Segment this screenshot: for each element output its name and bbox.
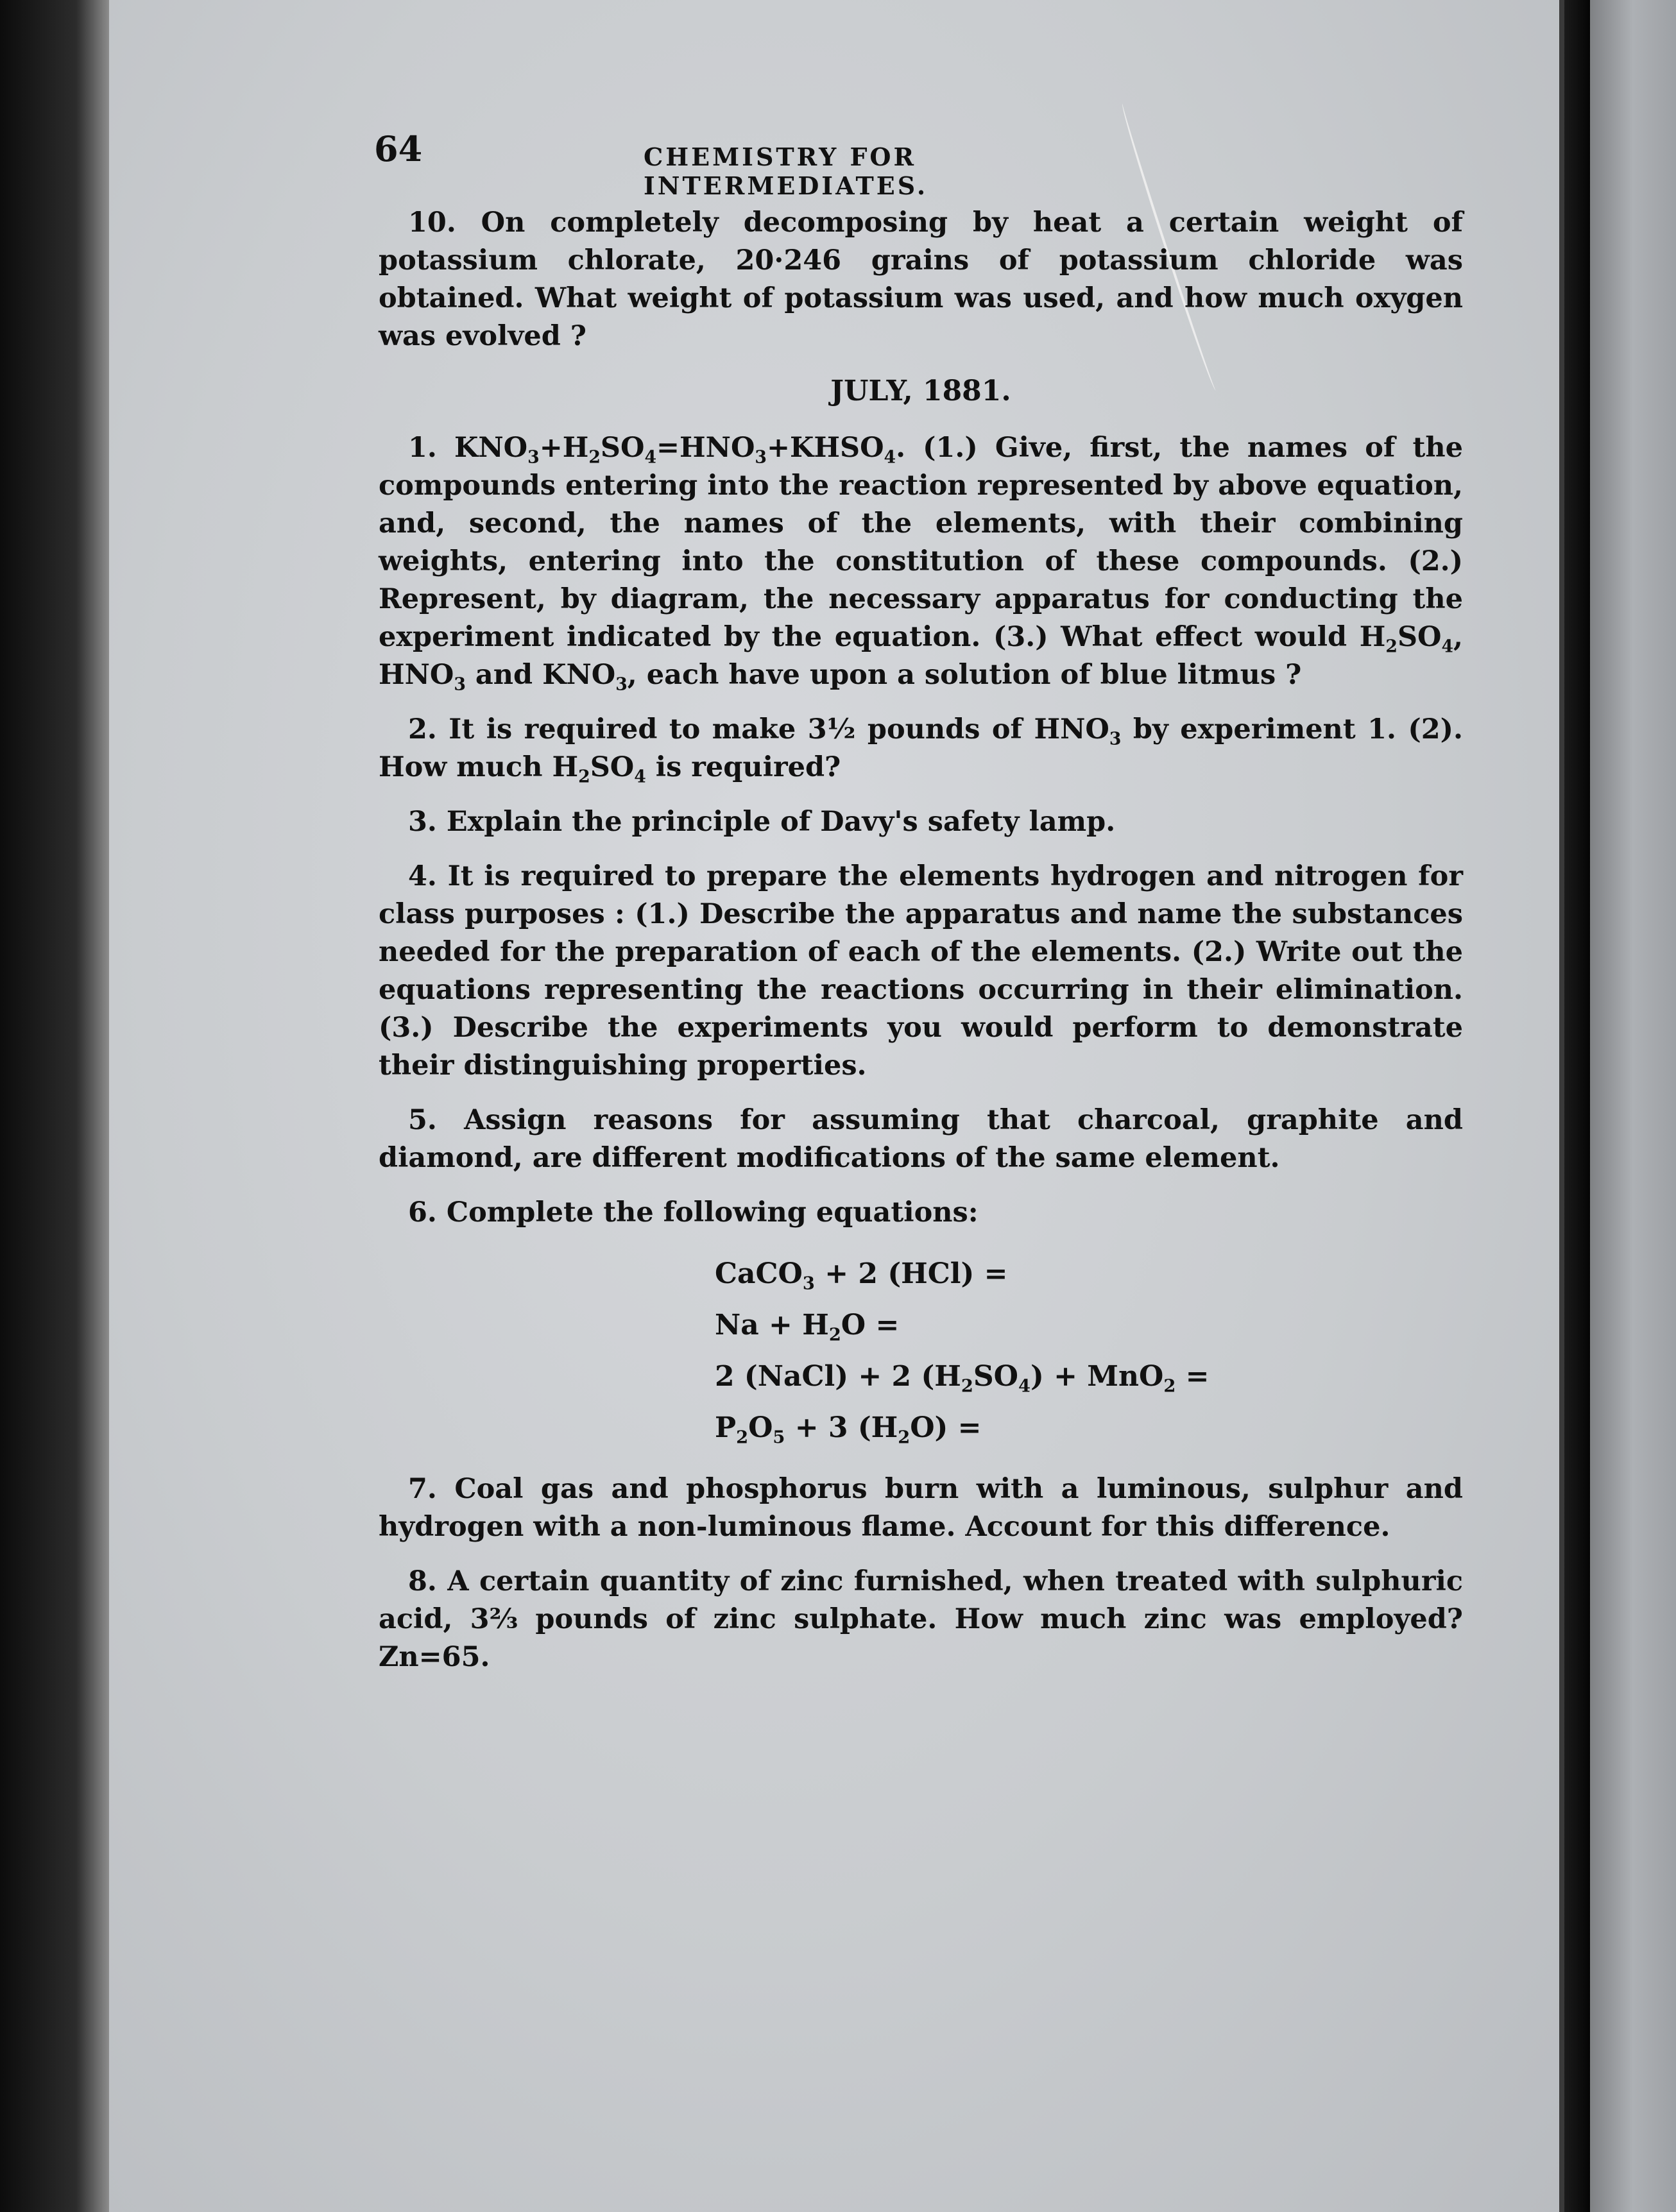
formula-subscript: 3 bbox=[755, 447, 767, 468]
question-number: 1. bbox=[408, 432, 437, 464]
formula-text: CaCO bbox=[715, 1257, 803, 1290]
question-3: 3. Explain the principle of Davy's safety lamp. bbox=[408, 806, 1116, 838]
formula-text: =HNO bbox=[656, 432, 755, 464]
equation bbox=[715, 1351, 1463, 1402]
facing-page-edge bbox=[1590, 0, 1676, 2212]
formula-text: P bbox=[715, 1411, 737, 1444]
formula-text: H bbox=[552, 751, 579, 783]
section-heading: JULY, 1881. bbox=[830, 375, 1011, 407]
question-4: 4. It is required to prepare the elements hydrogen and nitrogen for class purposes : (1.) Describe the apparatus and name the substances needed for the preparation of each of the elements. (2.) Write out the equations representing the reactions occurring in their elimination. (3.) Describe the experiments you would perform to demonstrate their distinguishing properties. bbox=[379, 860, 1463, 1082]
question-10: 10. On completely decomposing by heat a certain weight of potassium chlorate, 20·246 grains of potassium chloride was obtained. What weight of potassium was used, and how much oxygen was evolved ? bbox=[379, 207, 1463, 352]
question-text: by experiment 1. (2). How much bbox=[379, 713, 1463, 783]
question-6: 6. Complete the following equations: bbox=[408, 1196, 979, 1229]
formula-text: Na + H bbox=[715, 1309, 829, 1341]
formula-subscript: 2 bbox=[578, 767, 590, 787]
formula-subscript: 2 bbox=[828, 1324, 841, 1345]
question-text: each have upon a solution of blue litmus ? bbox=[646, 659, 1302, 691]
formula-subscript: 2 bbox=[736, 1427, 749, 1448]
question-text: is required? bbox=[655, 751, 841, 783]
formula-text: HNO bbox=[1034, 713, 1109, 745]
formula-text: SO bbox=[973, 1360, 1018, 1393]
formula-text: = bbox=[1176, 1360, 1210, 1393]
formula-text: , HNO bbox=[379, 621, 1463, 691]
formula-subscript: 2 bbox=[588, 447, 601, 468]
formula-subscript: 4 bbox=[644, 447, 656, 468]
equation bbox=[715, 1300, 1463, 1351]
formula-subscript: 3 bbox=[1109, 729, 1122, 749]
equation bbox=[715, 1402, 1463, 1454]
page-header bbox=[374, 128, 1170, 200]
formula-text: H bbox=[1359, 621, 1386, 653]
running-title: CHEMISTRY FOR INTERMEDIATES. bbox=[644, 142, 928, 200]
formula-subscript: 2 bbox=[1163, 1375, 1176, 1397]
formula-subscript: 3 bbox=[454, 674, 466, 695]
formula-text: +H bbox=[539, 432, 589, 464]
question-5: 5. Assign reasons for assuming that charcoal, graphite and diamond, are different modifications of the same element. bbox=[379, 1104, 1463, 1174]
chemical-formula bbox=[552, 751, 646, 787]
book-gutter bbox=[1564, 0, 1590, 2212]
formula-text: 2 (NaCl) + 2 (H bbox=[715, 1360, 961, 1393]
question-8: 8. A certain quantity of zinc furnished, when treated with sulphuric acid, 3⅔ pounds of zinc sulphate. How much zinc was employed? Zn=65. bbox=[379, 1565, 1463, 1673]
chemical-formula bbox=[454, 432, 906, 468]
formula-subscript: 3 bbox=[802, 1273, 815, 1294]
formula-subscript: 5 bbox=[773, 1427, 785, 1448]
formula-text: SO bbox=[590, 751, 635, 783]
formula-text: O = bbox=[841, 1309, 900, 1341]
equation bbox=[715, 1248, 1463, 1300]
formula-text: . bbox=[896, 432, 906, 464]
formula-text: O) = bbox=[910, 1411, 982, 1444]
formula-text: , bbox=[627, 659, 637, 691]
question-2 bbox=[379, 711, 1463, 787]
formula-text: SO bbox=[1397, 621, 1442, 653]
formula-subscript: 4 bbox=[634, 767, 646, 787]
question-text: (1.) Give, first, the names of the compounds entering into the reaction represented by above equation, and, second, the names of the elements, with their combining weights, entering into the constitution of these compounds. (2.) Represent, by diagram, the necessary apparatus for conducting the experiment indicated by the equation. (3.) What effect would bbox=[379, 432, 1463, 653]
question-1 bbox=[379, 429, 1463, 694]
page-number: 64 bbox=[374, 128, 423, 169]
formula-subscript: 4 bbox=[1441, 636, 1454, 657]
formula-text: ) + MnO bbox=[1030, 1360, 1164, 1393]
formula-subscript: 4 bbox=[1018, 1375, 1030, 1397]
formula-subscript: 3 bbox=[527, 447, 540, 468]
question-text: 2. It is required to make 3½ pounds of bbox=[408, 713, 1023, 745]
formula-text: +KHSO bbox=[766, 432, 884, 464]
formula-text: + 3 (H bbox=[785, 1411, 898, 1444]
left-margin bbox=[0, 0, 109, 2212]
formula-subscript: 2 bbox=[961, 1375, 973, 1397]
chemical-formula bbox=[1034, 713, 1122, 749]
formula-text: KNO bbox=[454, 432, 528, 464]
formula-text: O bbox=[748, 1411, 773, 1444]
question-7: 7. Coal gas and phosphorus burn with a luminous, sulphur and hydrogen with a non-luminous flame. Account for this difference. bbox=[379, 1473, 1463, 1543]
body-text bbox=[379, 204, 1463, 1693]
formula-subscript: 2 bbox=[898, 1427, 911, 1448]
equation-list bbox=[715, 1248, 1463, 1454]
formula-text: and KNO bbox=[465, 659, 616, 691]
formula-text: + 2 (HCl) = bbox=[814, 1257, 1008, 1290]
formula-subscript: 3 bbox=[615, 674, 628, 695]
formula-subscript: 4 bbox=[884, 447, 896, 468]
formula-subscript: 2 bbox=[1385, 636, 1398, 657]
formula-text: SO bbox=[600, 432, 645, 464]
